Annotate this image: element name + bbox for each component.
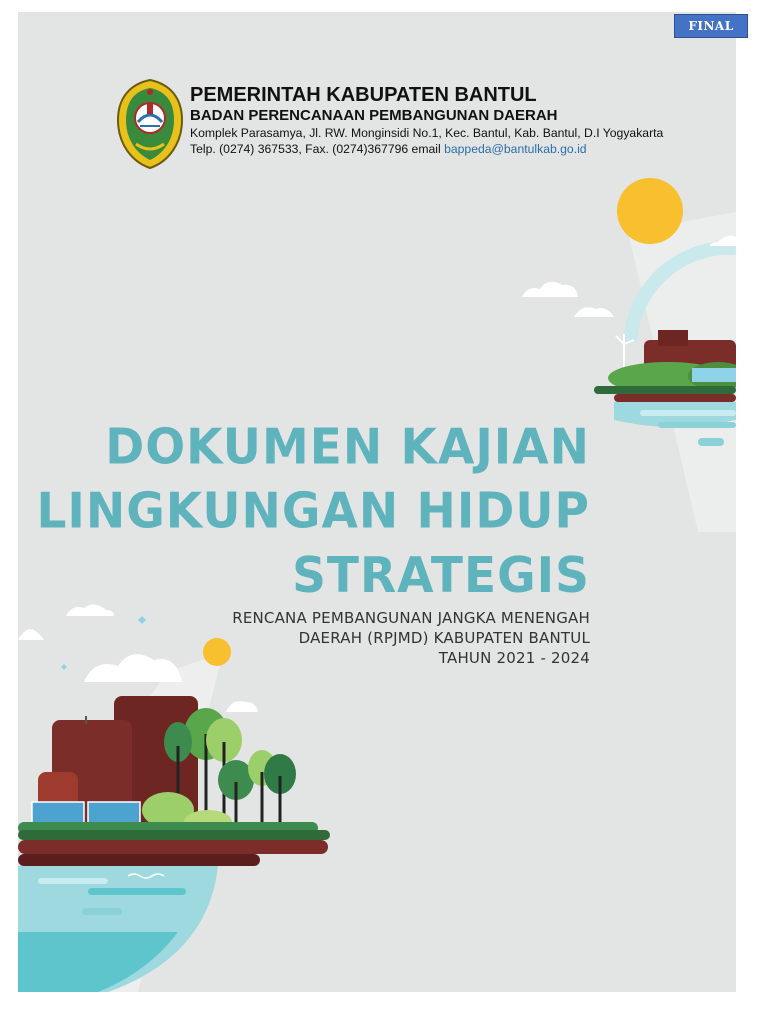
subtitle-line-2: DAERAH (RPJMD) KABUPATEN BANTUL — [298, 629, 590, 647]
subtitle-line-1: RENCANA PEMBANGUNAN JANGKA MENENGAH — [232, 609, 590, 627]
contact-email-link[interactable]: bappeda@bantulkab.go.id — [444, 142, 587, 156]
sun-icon — [617, 178, 683, 244]
solar-panel-icon — [88, 802, 140, 824]
document-subtitle — [232, 608, 590, 668]
title-line-2: LINGKUNGAN HIDUP — [36, 482, 590, 541]
document-page — [18, 12, 736, 992]
cloud-icon — [226, 701, 258, 712]
organization-name: PEMERINTAH KABUPATEN BANTUL — [190, 84, 537, 106]
bantul-regency-seal-icon — [116, 78, 184, 170]
contact-phone-fax: Telp. (0274) 367533, Fax. (0274)367796 email — [190, 142, 445, 156]
organization-address: Komplek Parasamya, Jl. RW. Monginsidi No.1, Kec. Bantul, Kab. Bantul, D.I Yogyakarta — [190, 126, 664, 140]
letterhead — [116, 78, 716, 178]
title-line-3: STRATEGIS — [292, 546, 590, 605]
document-title — [36, 416, 590, 608]
final-badge: FINAL — [674, 14, 748, 38]
title-line-1: DOKUMEN KAJIAN — [105, 418, 590, 477]
cloud-icon — [18, 629, 44, 640]
cloud-icon — [84, 654, 182, 682]
subtitle-line-3: TAHUN 2021 - 2024 — [438, 649, 590, 667]
sun-icon — [203, 638, 231, 666]
cloud-icon — [574, 307, 614, 317]
letterhead-text — [190, 84, 736, 157]
solar-panel-icon — [32, 802, 84, 824]
cloud-icon — [522, 282, 578, 297]
organization-subtitle: BADAN PERENCANAAN PEMBANGUNAN DAERAH — [190, 107, 558, 124]
organization-contact — [190, 141, 736, 157]
